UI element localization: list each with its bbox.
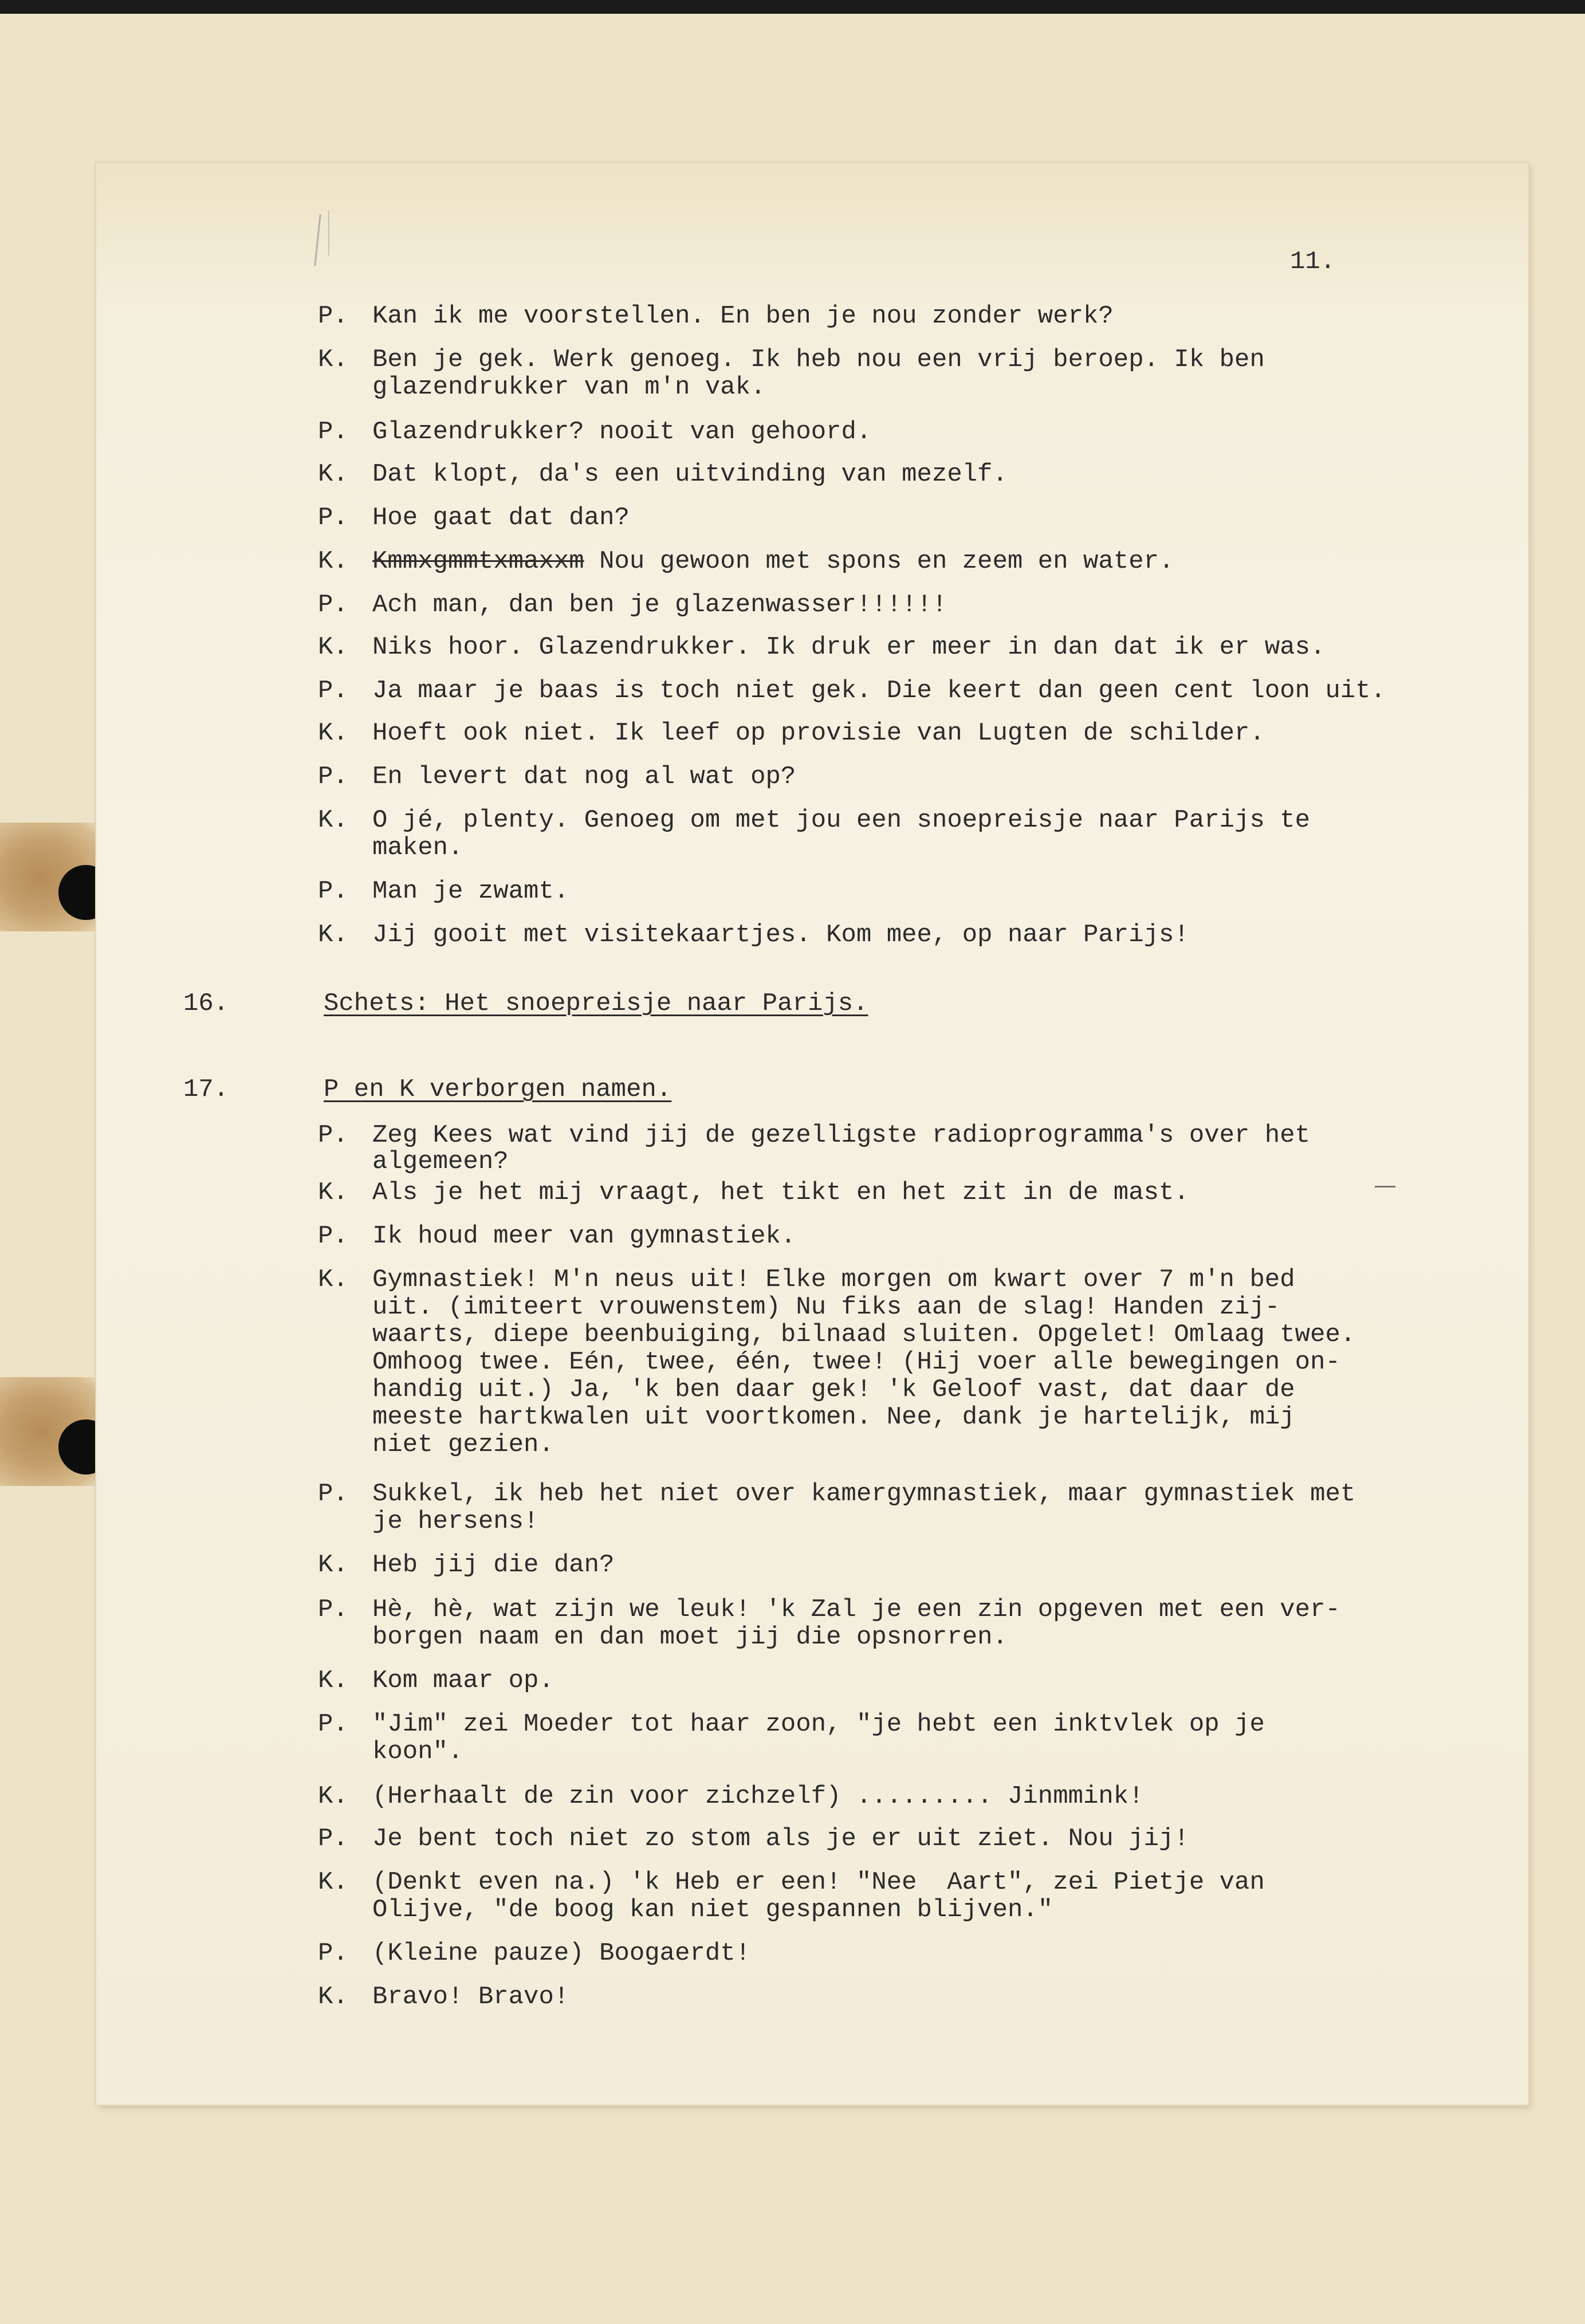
dialogue-continuation: maken.: [372, 833, 463, 862]
dialogue-line: P. Zeg Kees wat vind jij de gezelligste radioprogramma's over het: [318, 1121, 1311, 1150]
dialogue-line: K. (Herhaalt de zin voor zichzelf) ......... Jinmmink!: [318, 1782, 1144, 1811]
dialogue-continuation: glazendrukker van m'n vak.: [372, 373, 766, 402]
dialogue-continuation: Olijve, "de boog kan niet gespannen blijven.": [372, 1896, 1053, 1924]
section-number: 16.: [183, 989, 229, 1018]
section-title: Schets: Het snoepreisje naar Parijs.: [324, 989, 868, 1018]
dialogue-continuation: handig uit.) Ja, 'k ben daar gek! 'k Geloof vast, dat daar de: [372, 1375, 1295, 1404]
dialogue-line: K. Kom maar op.: [318, 1666, 554, 1695]
dialogue-line: P. Man je zwamt.: [318, 877, 569, 906]
dialogue-line: P. Je bent toch niet zo stom als je er uit ziet. Nou jij!: [318, 1824, 1189, 1853]
section-title: P en K verborgen namen.: [324, 1075, 672, 1104]
dialogue-continuation: borgen naam en dan moet jij die opsnorren.: [372, 1623, 1008, 1651]
dialogue-line: P. Sukkel, ik heb het niet over kamergymnastiek, maar gymnastiek met: [318, 1480, 1356, 1508]
dialogue-line: K. Heb jij die dan?: [318, 1551, 615, 1579]
dialogue-continuation: koon".: [372, 1737, 463, 1766]
section-number: 17.: [183, 1075, 229, 1104]
dialogue-line: P. Ik houd meer van gymnastiek.: [318, 1222, 796, 1251]
dialogue-continuation: Omhoog twee. Eén, twee, één, twee! (Hij voer alle bewegingen on-: [372, 1348, 1340, 1377]
dialogue-line: P. Kan ik me voorstellen. En ben je nou zonder werk?: [318, 302, 1114, 331]
dialogue-line: K. Dat klopt, da's een uitvinding van mezelf.: [318, 460, 1008, 489]
dialogue-line: K. Kmmxgmmtxmaxxm Nou gewoon met spons en zeem en water.: [318, 547, 1174, 576]
dialogue-line: K. Hoeft ook niet. Ik leef op provisie van Lugten de schilder.: [318, 719, 1265, 748]
dialogue-line: K. Als je het mij vraagt, het tikt en het zit in de mast.: [318, 1178, 1189, 1207]
struck-out-text: Kmmxgmmtxmaxxm: [372, 547, 584, 576]
dialogue-line: K. Niks hoor. Glazendrukker. Ik druk er meer in dan dat ik er was.: [318, 633, 1326, 662]
dialogue-continuation: je hersens!: [372, 1507, 539, 1536]
dialogue-line: P. Hoe gaat dat dan?: [318, 504, 630, 532]
dialogue-line: K. Jij gooit met visitekaartjes. Kom mee, op naar Parijs!: [318, 921, 1189, 949]
dialogue-line: K. Bravo! Bravo!: [318, 1983, 569, 2011]
pencil-mark-icon: [328, 211, 335, 255]
dialogue-continuation: waarts, diepe beenbuiging, bilnaad sluiten. Opgelet! Omlaag twee.: [372, 1320, 1356, 1349]
dialogue-line: K. (Denkt even na.) 'k Heb er een! "Nee Aart", zei Pietje van: [318, 1868, 1265, 1897]
dialogue-continuation: niet gezien.: [372, 1430, 554, 1459]
dialogue-line: P. Hè, hè, wat zijn we leuk! 'k Zal je een zin opgeven met een ver-: [318, 1595, 1340, 1624]
stray-mark: [1375, 1186, 1395, 1187]
dialogue-continuation: meeste hartkwalen uit voortkomen. Nee, dank je hartelijk, mij: [372, 1403, 1295, 1432]
dialogue-line: P. Ja maar je baas is toch niet gek. Die keert dan geen cent loon uit.: [318, 677, 1386, 705]
dialogue-line: P. "Jim" zei Moeder tot haar zoon, "je hebt een inktvlek op je: [318, 1710, 1265, 1739]
dialogue-line: P. Ach man, dan ben je glazenwasser!!!!!!: [318, 591, 947, 619]
dialogue-line: K. O jé, plenty. Genoeg om met jou een snoepreisje naar Parijs te: [318, 806, 1311, 835]
dialogue-line: K. Ben je gek. Werk genoeg. Ik heb nou een vrij beroep. Ik ben: [318, 345, 1265, 374]
dialogue-line: P. Glazendrukker? nooit van gehoord.: [318, 418, 872, 446]
dialogue-line: K. Gymnastiek! M'n neus uit! Elke morgen om kwart over 7 m'n bed: [318, 1265, 1295, 1294]
dialogue-continuation: uit. (imiteert vrouwenstem) Nu fiks aan de slag! Handen zij-: [372, 1293, 1280, 1322]
page-number: 11.: [1290, 247, 1336, 276]
dialogue-line: P. En levert dat nog al wat op?: [318, 762, 796, 791]
dialogue-line: P. (Kleine pauze) Boogaerdt!: [318, 1939, 751, 1968]
dialogue-continuation: algemeen?: [372, 1147, 509, 1176]
